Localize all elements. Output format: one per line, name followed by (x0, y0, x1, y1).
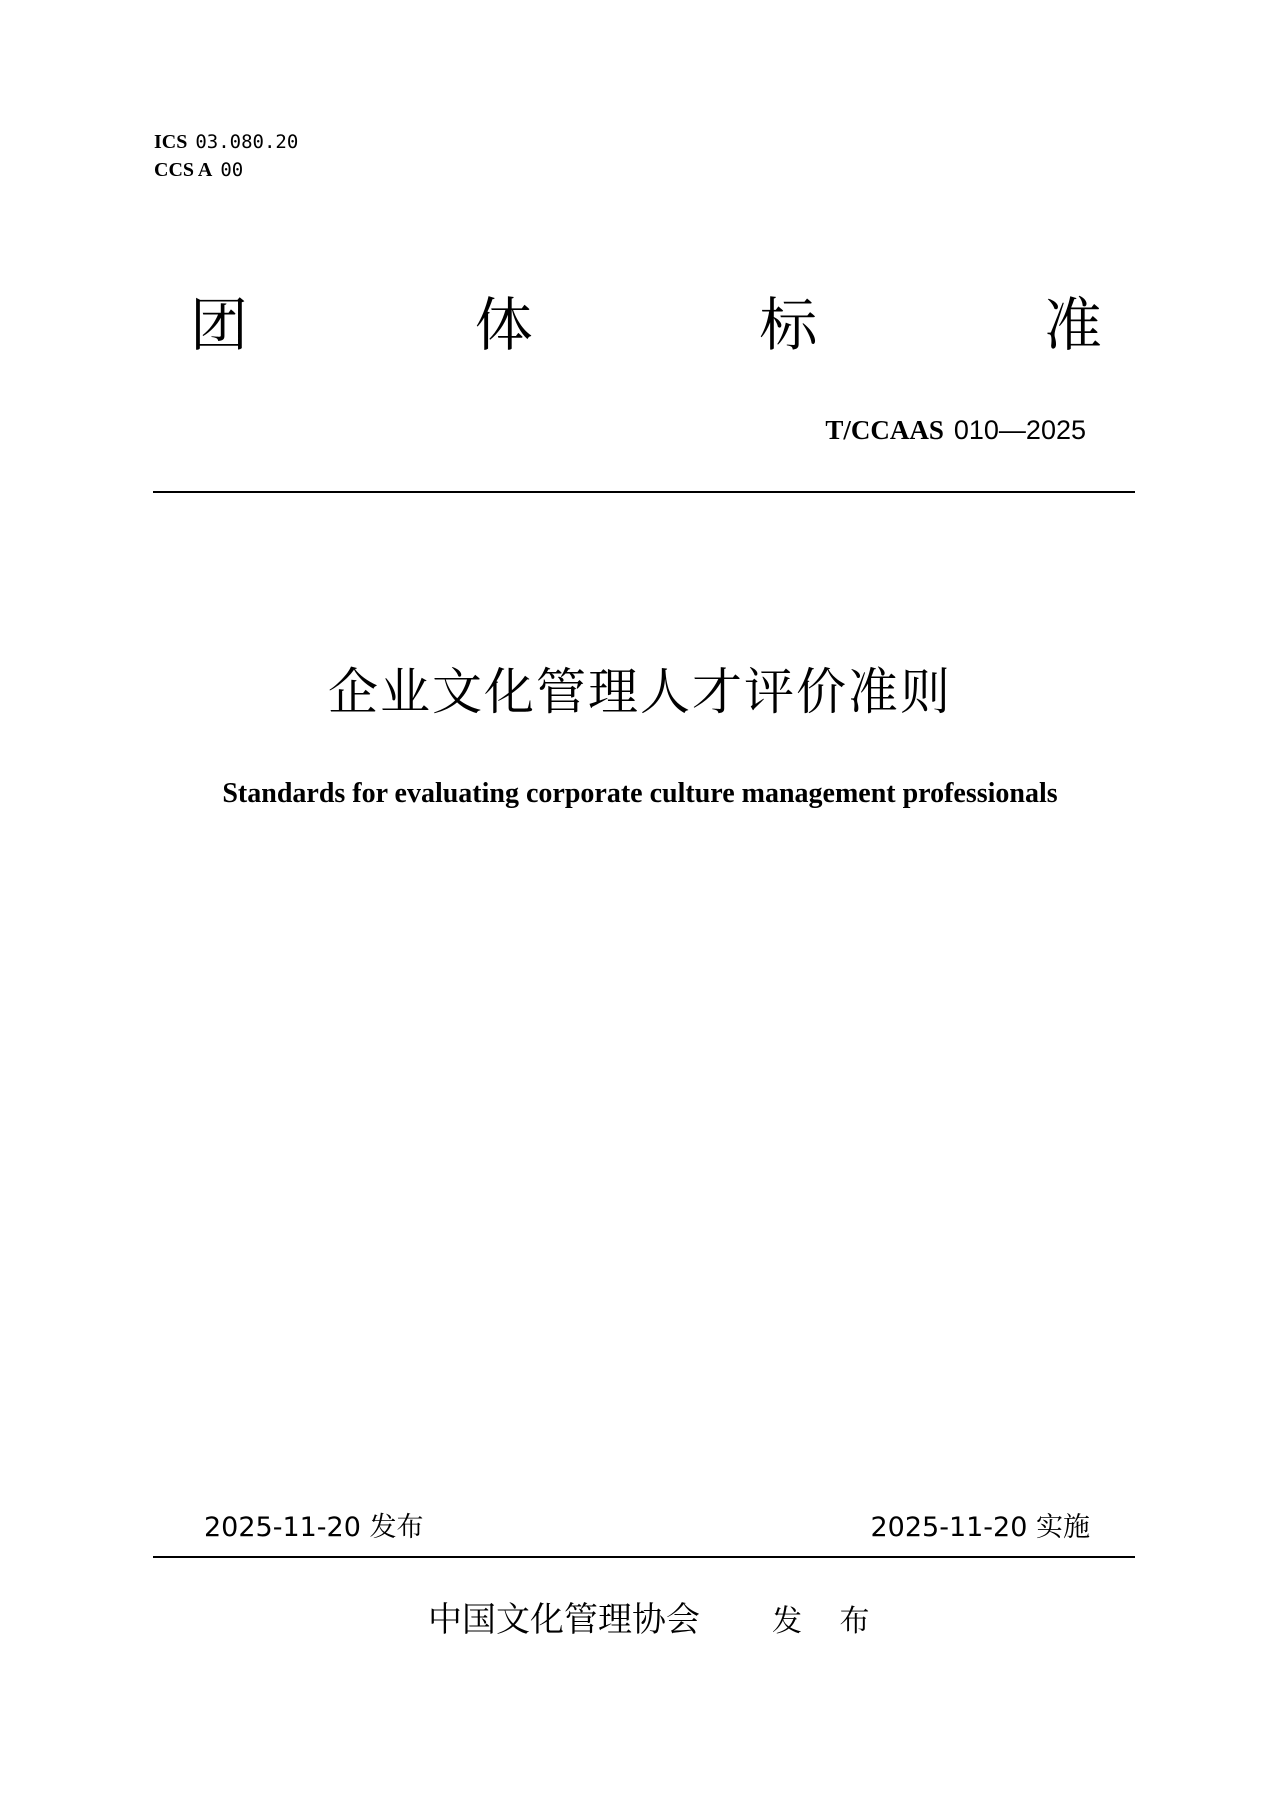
ics-code (154, 128, 298, 156)
ics-value: 03.080.20 (195, 131, 299, 153)
publish-label: 发 布 (772, 1604, 884, 1639)
publisher-name: 中国文化管理协会 (428, 1600, 700, 1640)
ics-label: ICS (154, 131, 188, 153)
standard-number (825, 415, 1086, 446)
document-title-chinese: 企业文化管理人才评价准则 (328, 663, 952, 721)
heading-char: 体 (474, 291, 533, 359)
ccs-code (154, 156, 298, 184)
top-divider (153, 491, 1135, 493)
standard-number-suffix: 010—2025 (953, 415, 1086, 445)
heading-char: 标 (759, 291, 818, 359)
standard-type-heading (190, 290, 1102, 360)
standard-number-prefix: T/CCAAS (825, 415, 944, 445)
implementation-date: 2025-11-20 实施 (870, 1512, 1090, 1543)
classification-codes (154, 128, 298, 184)
ccs-value: 00 (220, 159, 244, 181)
heading-char: 团 (190, 291, 249, 359)
heading-char: 准 (1043, 291, 1102, 359)
release-date: 2025-11-20 发布 (204, 1512, 424, 1543)
document-title-english: Standards for evaluating corporate culture management professionals (222, 778, 1058, 809)
publisher-line (428, 1592, 884, 1641)
ccs-label: CCS A (154, 159, 213, 181)
bottom-divider (153, 1556, 1135, 1558)
